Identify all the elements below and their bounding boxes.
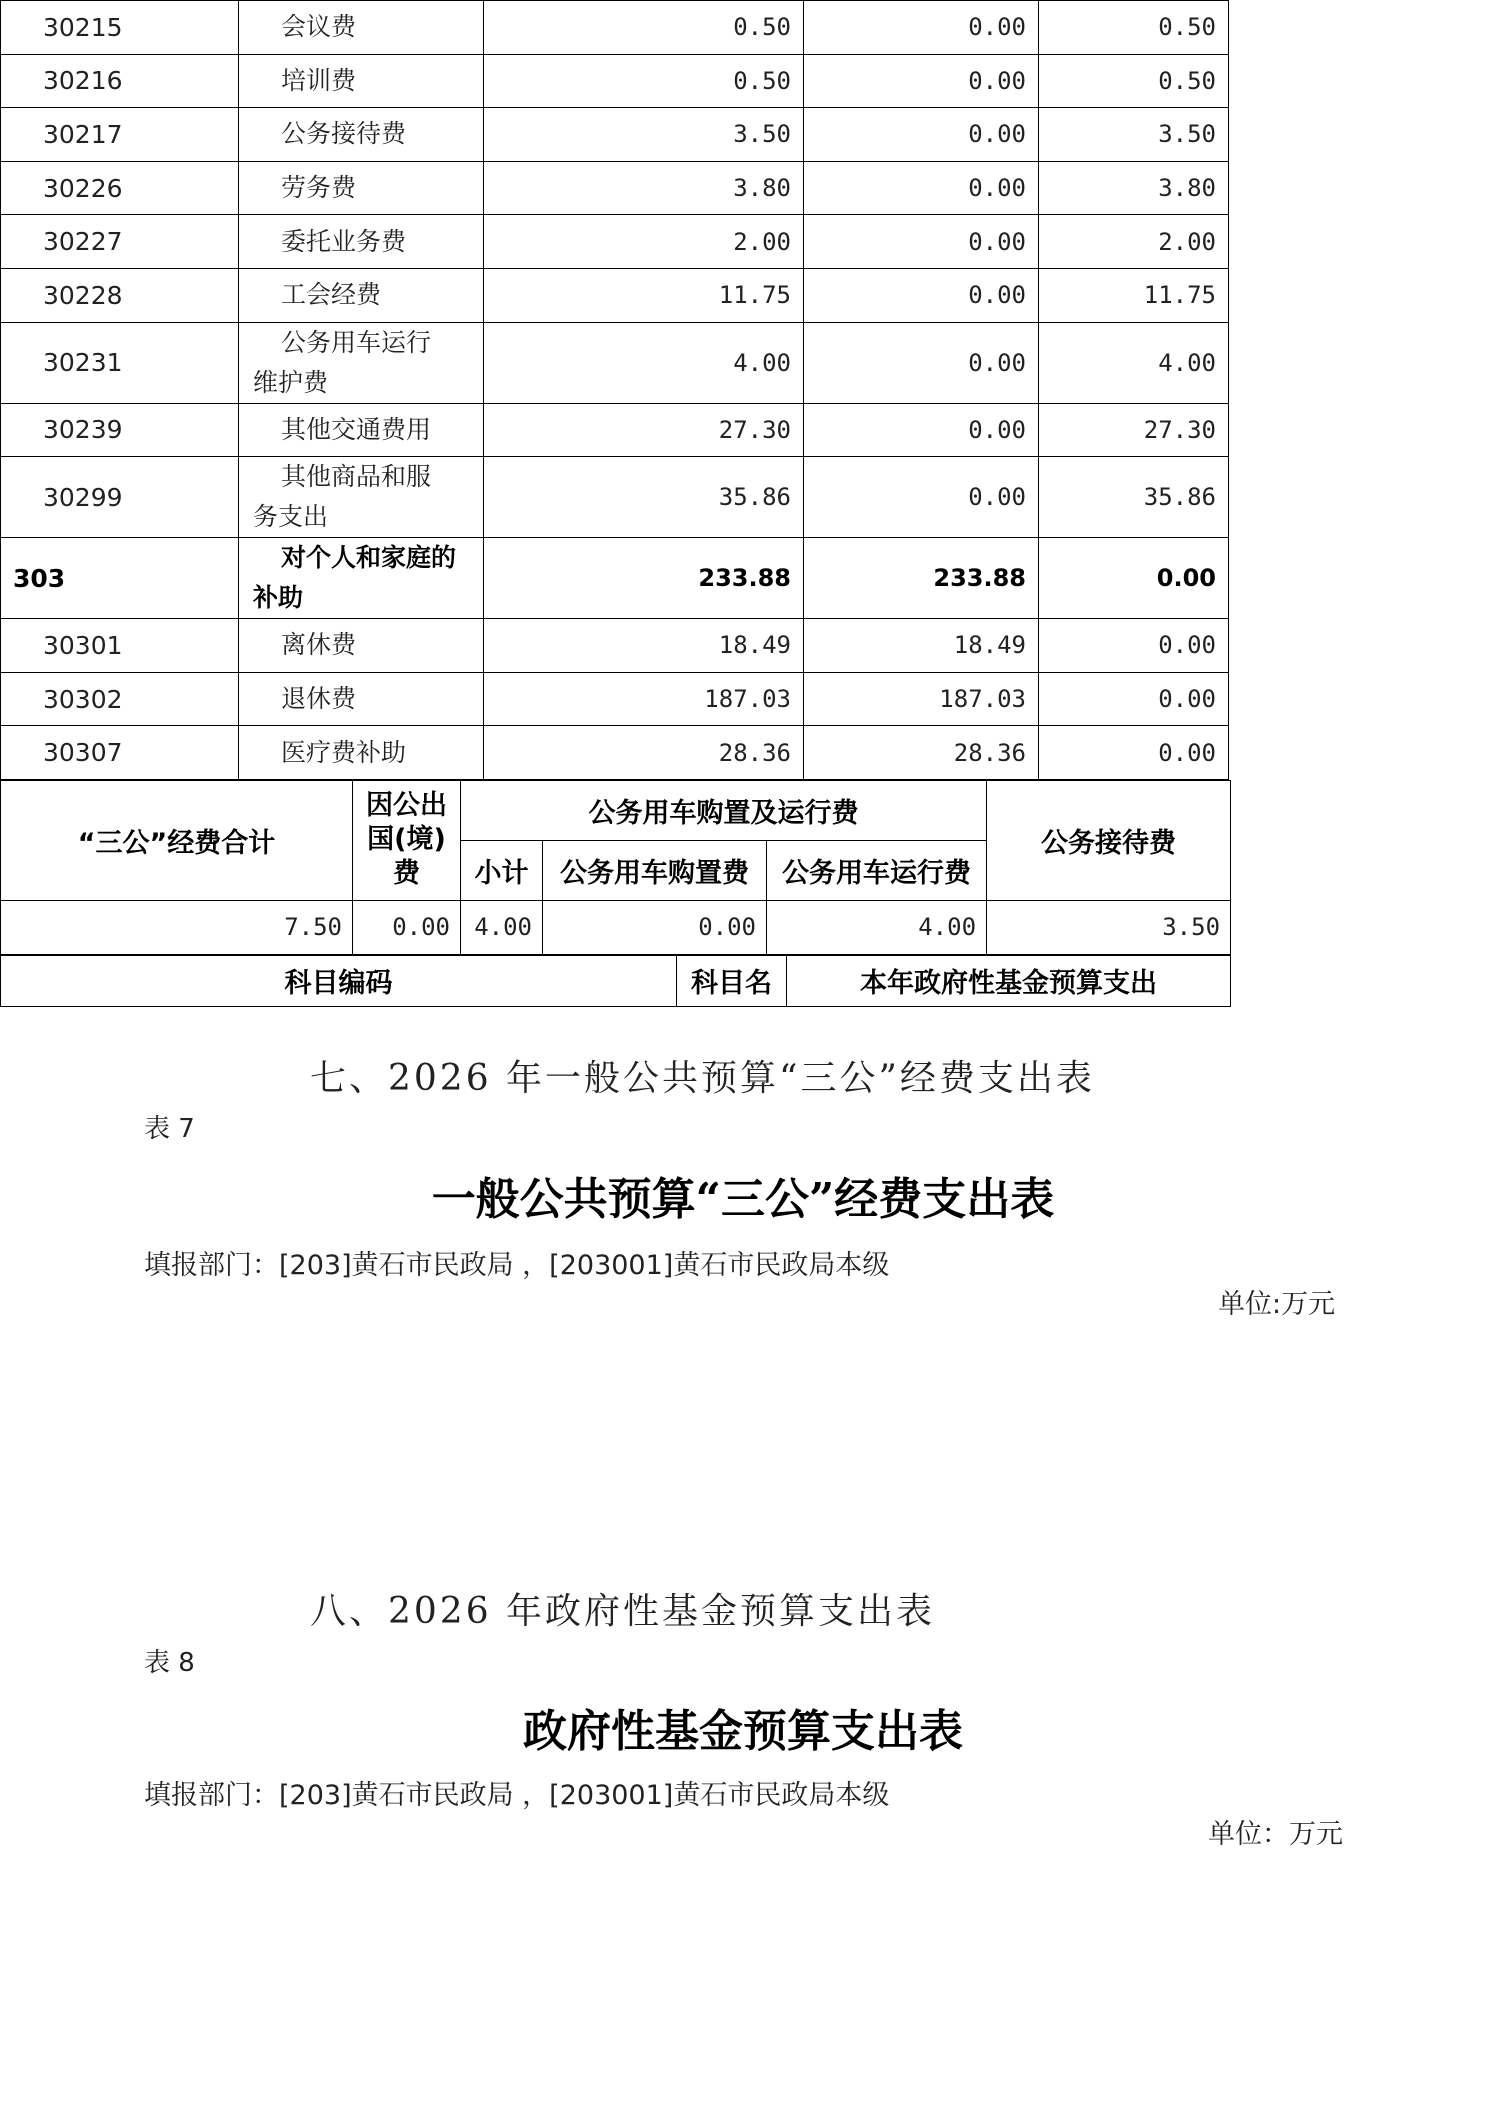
section8-dept: 填报部门：[203]黄石市民政局 ，[203001]黄石市民政局本级: [144, 1780, 890, 1811]
row-project: 3.80: [1039, 161, 1229, 215]
header-abroad-line1: 因公出: [366, 790, 447, 822]
row-total: 18.49: [484, 619, 804, 673]
section8-title: 政府性基金预算支出表: [523, 1706, 963, 1757]
row-total: 3.50: [484, 108, 804, 162]
table-row: [1, 457, 1229, 538]
row-total: 187.03: [484, 672, 804, 726]
row-name-line1: 其他交通费用: [281, 414, 432, 444]
row-project: 11.75: [1039, 268, 1229, 322]
section7-unit: 单位:万元: [1218, 1289, 1336, 1320]
row-basic: 0.00: [804, 1, 1039, 55]
value-total: 7.50: [1, 900, 353, 954]
row-name-line1: 工会经费: [281, 280, 382, 310]
gov-fund-table: [0, 955, 1231, 1007]
value-abroad: 0.00: [353, 900, 461, 954]
section8-table-no: 表 8: [144, 1648, 195, 1678]
row-total: 0.50: [484, 1, 804, 55]
row-name: [239, 108, 484, 162]
row-project: 0.00: [1039, 672, 1229, 726]
row-project: 4.00: [1039, 322, 1229, 403]
table-row: [1, 726, 1229, 780]
row-code: 30231: [1, 322, 239, 403]
table-row: [1, 403, 1229, 457]
header-code: 科目编码: [1, 955, 677, 1006]
section8-unit: 单位：万元: [1208, 1819, 1343, 1850]
table-row: [1, 672, 1229, 726]
row-project: 0.50: [1039, 54, 1229, 108]
row-name-line1: 对个人和家庭的: [281, 543, 457, 573]
row-name: [239, 54, 484, 108]
row-basic: 0.00: [804, 268, 1039, 322]
row-project: 0.00: [1039, 538, 1229, 619]
table-row: [1, 54, 1229, 108]
value-car-purchase: 0.00: [543, 900, 767, 954]
row-name: [239, 1, 484, 55]
row-name: [239, 538, 484, 619]
row-name-line2: 维护费: [253, 367, 329, 397]
section7-table-no: 表 7: [144, 1114, 195, 1144]
header-abroad-line3: 费: [393, 858, 420, 890]
row-basic: 0.00: [804, 457, 1039, 538]
header-reception: 公务接待费: [987, 780, 1231, 900]
section7-title: 一般公共预算“三公”经费支出表: [431, 1174, 1055, 1225]
value-car-run: 4.00: [767, 900, 987, 954]
budget-detail-table: [0, 0, 1229, 780]
row-name-line2: 务支出: [253, 502, 329, 532]
row-name: [239, 215, 484, 269]
row-code: 30217: [1, 108, 239, 162]
row-name: [239, 726, 484, 780]
header-car-purchase: 公务用车购置费: [543, 840, 767, 900]
row-project: 27.30: [1039, 403, 1229, 457]
row-name-line2: 补助: [253, 583, 304, 613]
row-name: [239, 457, 484, 538]
budget-detail-table-body: [1, 1, 1229, 780]
row-name: [239, 322, 484, 403]
row-total: 233.88: [484, 538, 804, 619]
section8-heading: 八、2026 年政府性基金预算支出表: [310, 1591, 936, 1632]
table-row: [1, 322, 1229, 403]
row-name-line1: 公务用车运行: [281, 327, 432, 357]
header-abroad: [353, 780, 461, 900]
table-row: [1, 619, 1229, 673]
row-name-line1: 劳务费: [281, 173, 357, 203]
header-subtotal: 小计: [461, 840, 543, 900]
row-code: 30216: [1, 54, 239, 108]
row-project: 0.50: [1039, 1, 1229, 55]
row-code: 30228: [1, 268, 239, 322]
header-car-group: 公务用车购置及运行费: [461, 780, 987, 840]
header-amount: 本年政府性基金预算支出: [787, 955, 1231, 1006]
row-name: [239, 403, 484, 457]
header-abroad-line2: 国(境): [367, 824, 446, 856]
row-name-line1: 医疗费补助: [281, 737, 407, 767]
row-code: 30302: [1, 672, 239, 726]
row-total: 11.75: [484, 268, 804, 322]
row-project: 0.00: [1039, 619, 1229, 673]
row-name-line1: 会议费: [281, 12, 357, 42]
row-code: 30301: [1, 619, 239, 673]
row-basic: 0.00: [804, 108, 1039, 162]
row-total: 3.80: [484, 161, 804, 215]
row-name: [239, 619, 484, 673]
section7-heading: 七、2026 年一般公共预算“三公”经费支出表: [310, 1058, 1095, 1099]
row-basic: 18.49: [804, 619, 1039, 673]
table-row: [1, 215, 1229, 269]
row-basic: 233.88: [804, 538, 1039, 619]
row-project: 2.00: [1039, 215, 1229, 269]
row-code: 30215: [1, 1, 239, 55]
row-code: 30307: [1, 726, 239, 780]
table-row: [1, 161, 1229, 215]
row-total: 27.30: [484, 403, 804, 457]
header-total: “三公”经费合计: [1, 780, 353, 900]
row-total: 0.50: [484, 54, 804, 108]
row-name: [239, 161, 484, 215]
value-reception: 3.50: [987, 900, 1231, 954]
row-name-line1: 培训费: [281, 65, 357, 95]
row-code: 303: [1, 538, 239, 619]
row-basic: 0.00: [804, 54, 1039, 108]
table-row: [1, 108, 1229, 162]
row-total: 35.86: [484, 457, 804, 538]
row-name: [239, 268, 484, 322]
row-name-line1: 公务接待费: [281, 119, 407, 149]
table-row: [1, 1, 1229, 55]
row-name-line1: 委托业务费: [281, 226, 407, 256]
row-basic: 0.00: [804, 215, 1039, 269]
row-project: 35.86: [1039, 457, 1229, 538]
row-code: 30239: [1, 403, 239, 457]
value-subtotal: 4.00: [461, 900, 543, 954]
three-public-expense-table: [0, 780, 1231, 955]
row-total: 2.00: [484, 215, 804, 269]
table-row: [1, 538, 1229, 619]
row-basic: 0.00: [804, 161, 1039, 215]
row-project: 3.50: [1039, 108, 1229, 162]
row-name-line1: 其他商品和服: [281, 462, 432, 492]
header-car-run: 公务用车运行费: [767, 840, 987, 900]
row-project: 0.00: [1039, 726, 1229, 780]
row-basic: 0.00: [804, 403, 1039, 457]
row-name-line1: 离休费: [281, 630, 357, 660]
section7-dept: 填报部门：[203]黄石市民政局 ，[203001]黄石市民政局本级: [144, 1250, 890, 1281]
row-code: 30227: [1, 215, 239, 269]
row-basic: 0.00: [804, 322, 1039, 403]
table-row: [1, 268, 1229, 322]
row-basic: 187.03: [804, 672, 1039, 726]
row-name: [239, 672, 484, 726]
header-name: 科目名: [677, 955, 787, 1006]
row-basic: 28.36: [804, 726, 1039, 780]
row-total: 4.00: [484, 322, 804, 403]
row-total: 28.36: [484, 726, 804, 780]
row-code: 30226: [1, 161, 239, 215]
row-code: 30299: [1, 457, 239, 538]
row-name-line1: 退休费: [281, 684, 357, 714]
